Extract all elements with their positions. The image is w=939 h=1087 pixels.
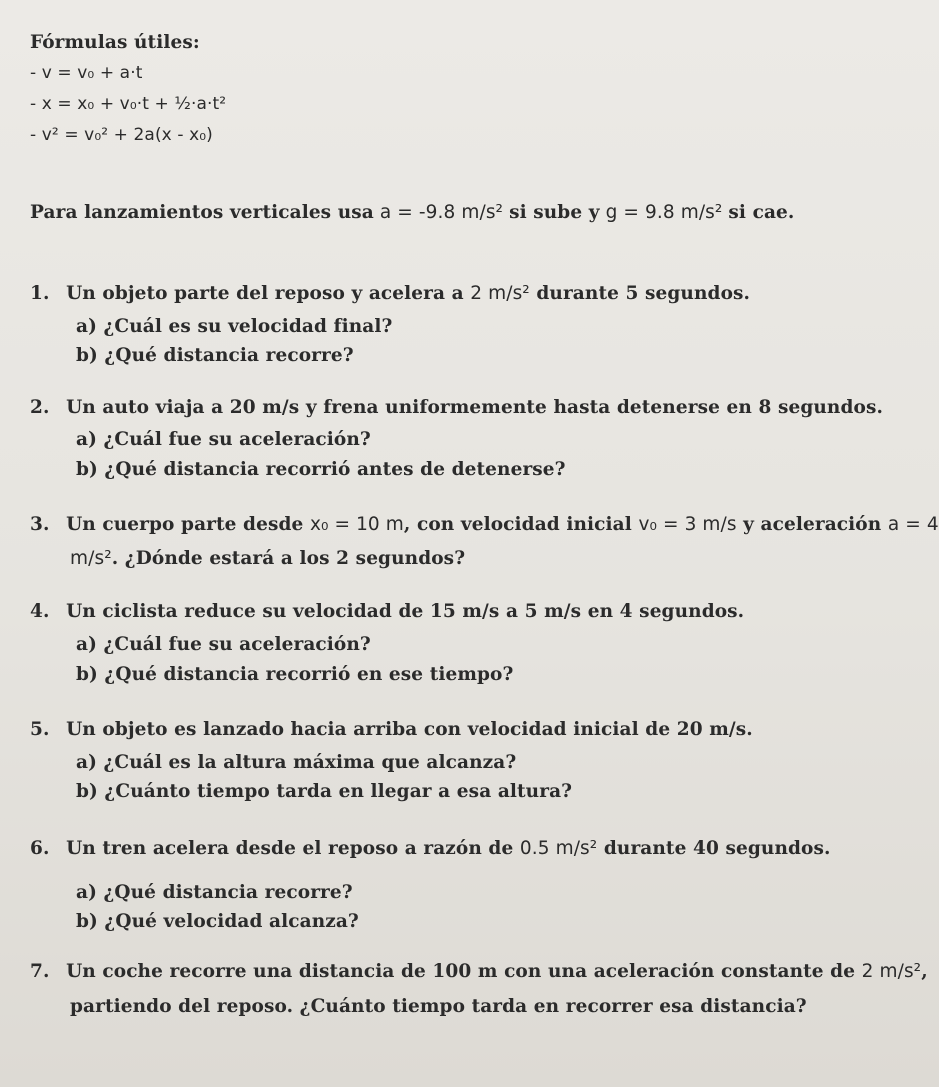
problem-7-value: 2 m/s² bbox=[861, 961, 922, 982]
problem-3-v0: v₀ = 3 m/s bbox=[638, 514, 737, 535]
problem-2a: a) ¿Cuál fue su aceleración? bbox=[76, 429, 371, 450]
problem-5 bbox=[30, 719, 753, 740]
problem-3 bbox=[30, 514, 939, 535]
problem-3-text-d: . ¿Dónde estará a los 2 segundos? bbox=[111, 548, 466, 569]
problem-2-number: 2. bbox=[30, 397, 50, 418]
problem-4b: b) ¿Qué distancia recorrió en ese tiempo? bbox=[76, 664, 514, 685]
problem-3-unit: m/s² bbox=[70, 548, 112, 569]
problem-1-number: 1. bbox=[30, 283, 50, 304]
problem-3-text-b: , con velocidad inicial bbox=[403, 514, 632, 535]
problem-3-acc: a = 4 bbox=[887, 514, 939, 535]
problem-2 bbox=[30, 397, 883, 418]
problem-7-number: 7. bbox=[30, 961, 50, 982]
vertical-launch-note bbox=[30, 202, 794, 223]
problem-5-number: 5. bbox=[30, 719, 50, 740]
problem-7 bbox=[30, 961, 928, 982]
problem-3-text-a: Un cuerpo parte desde bbox=[66, 514, 304, 535]
problem-3-text-c: y aceleración bbox=[743, 514, 882, 535]
problem-1 bbox=[30, 283, 750, 304]
problem-7-text-a: Un coche recorre una distancia de 100 m con una aceleración constante de bbox=[66, 961, 856, 982]
problem-6-number: 6. bbox=[30, 838, 50, 859]
problem-4-number: 4. bbox=[30, 601, 50, 622]
problem-7-line2: partiendo del reposo. ¿Cuánto tiempo tarda en recorrer esa distancia? bbox=[70, 996, 807, 1017]
problem-4a: a) ¿Cuál fue su aceleración? bbox=[76, 634, 371, 655]
problem-1-text-b: durante 5 segundos. bbox=[536, 283, 751, 304]
problem-5b: b) ¿Cuánto tiempo tarda en llegar a esa altura? bbox=[76, 781, 573, 802]
note-a-value: a = -9.8 m/s² bbox=[379, 202, 504, 223]
problem-6-value: 0.5 m/s² bbox=[519, 838, 598, 859]
formulas-title: Fórmulas útiles: bbox=[30, 32, 200, 53]
problem-6a: a) ¿Qué distancia recorre? bbox=[76, 882, 353, 903]
problem-1b: b) ¿Qué distancia recorre? bbox=[76, 345, 354, 366]
note-suffix: si cae. bbox=[728, 202, 795, 223]
problem-1a: a) ¿Cuál es su velocidad final? bbox=[76, 316, 393, 337]
problem-1-text-a: Un objeto parte del reposo y acelera a bbox=[66, 283, 464, 304]
problem-6 bbox=[30, 838, 831, 859]
note-g-value: g = 9.8 m/s² bbox=[605, 202, 723, 223]
problem-3-number: 3. bbox=[30, 514, 50, 535]
problem-6-text-b: durante 40 segundos. bbox=[603, 838, 831, 859]
note-prefix: Para lanzamientos verticales usa bbox=[30, 202, 374, 223]
problem-1-value: 2 m/s² bbox=[470, 283, 530, 304]
problem-6-text-a: Un tren acelera desde el reposo a razón de bbox=[66, 838, 514, 859]
note-mid: si sube y bbox=[509, 202, 600, 223]
problem-5-text: Un objeto es lanzado hacia arriba con velocidad inicial de 20 m/s. bbox=[66, 719, 753, 740]
formula-2: - x = x₀ + v₀·t + ½·a·t² bbox=[30, 94, 227, 114]
problem-4-text: Un ciclista reduce su velocidad de 15 m/s a 5 m/s en 4 segundos. bbox=[66, 601, 745, 622]
problem-3-line2 bbox=[70, 548, 465, 569]
formula-3: - v² = v₀² + 2a(x - x₀) bbox=[30, 125, 213, 145]
problem-7-text-b: , bbox=[921, 961, 928, 982]
problem-2b: b) ¿Qué distancia recorrió antes de detenerse? bbox=[76, 459, 566, 480]
problem-4 bbox=[30, 601, 744, 622]
problem-5a: a) ¿Cuál es la altura máxima que alcanza? bbox=[76, 752, 517, 773]
formula-1: - v = v₀ + a·t bbox=[30, 63, 143, 83]
problem-2-text: Un auto viaja a 20 m/s y frena uniformemente hasta detenerse en 8 segundos. bbox=[66, 397, 884, 418]
problem-6b: b) ¿Qué velocidad alcanza? bbox=[76, 911, 359, 932]
problem-3-x0: x₀ = 10 m bbox=[309, 514, 404, 535]
